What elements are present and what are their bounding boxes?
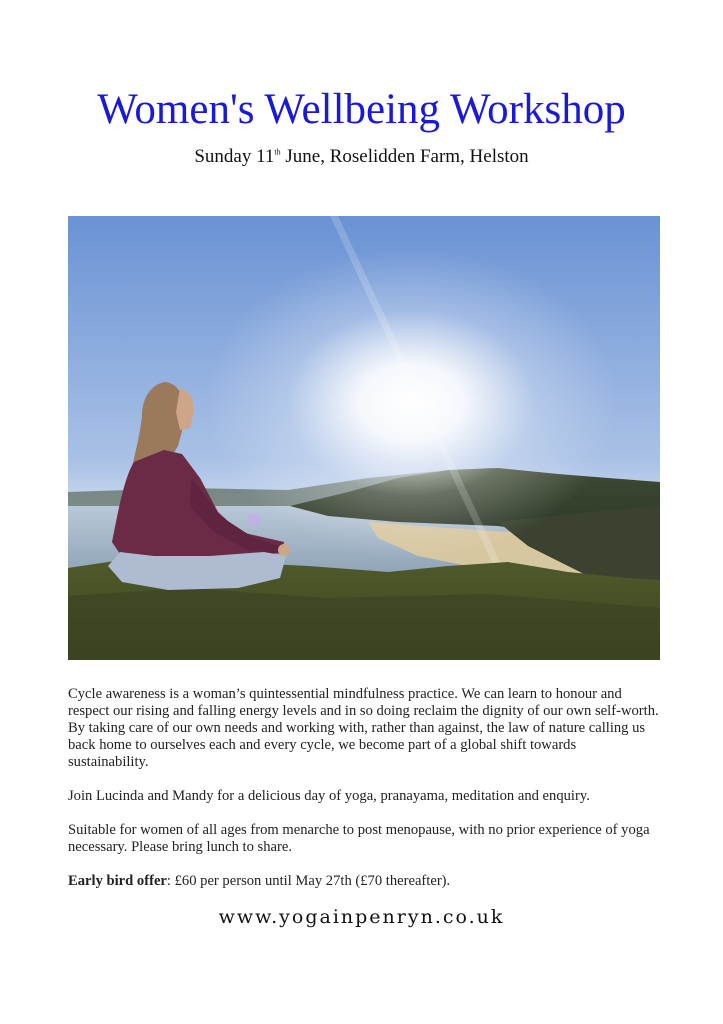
event-day: Sunday 11 [194,146,275,167]
meditation-coast-photo [68,216,660,660]
paragraph-join: Join Lucinda and Mandy for a delicious day of yoga, pranayama, meditation and enquiry. [68,788,590,804]
event-details [0,146,723,168]
page-title: Women's Wellbeing Workshop [97,86,626,133]
offer-line [68,873,660,890]
event-day-suffix: th [274,147,281,157]
description [68,686,660,907]
paragraph-suitable: Suitable for women of all ages from menarche to post menopause, with no prior experience of yoga necessary. Please bring lunch to share. [68,822,650,855]
offer-text: : £60 per person until May 27th (£70 thereafter). [166,873,451,889]
paragraph-cycle-awareness: Cycle awareness is a woman’s quintessential mindfulness practice. We can learn to honour and respect our rising and falling energy levels and in so doing reclaim the dignity of our own self-worth. By taking care of our own needs and working with, rather than against, the law of nature calling us back home to ourselves each and every cycle, we become part of a global shift towards sustainability. [68,686,659,770]
event-location: June, Roselidden Farm, Helston [280,146,529,167]
offer-label: Early bird offer [68,873,167,889]
website-link[interactable]: www.yogainpenryn.co.uk [218,906,505,928]
